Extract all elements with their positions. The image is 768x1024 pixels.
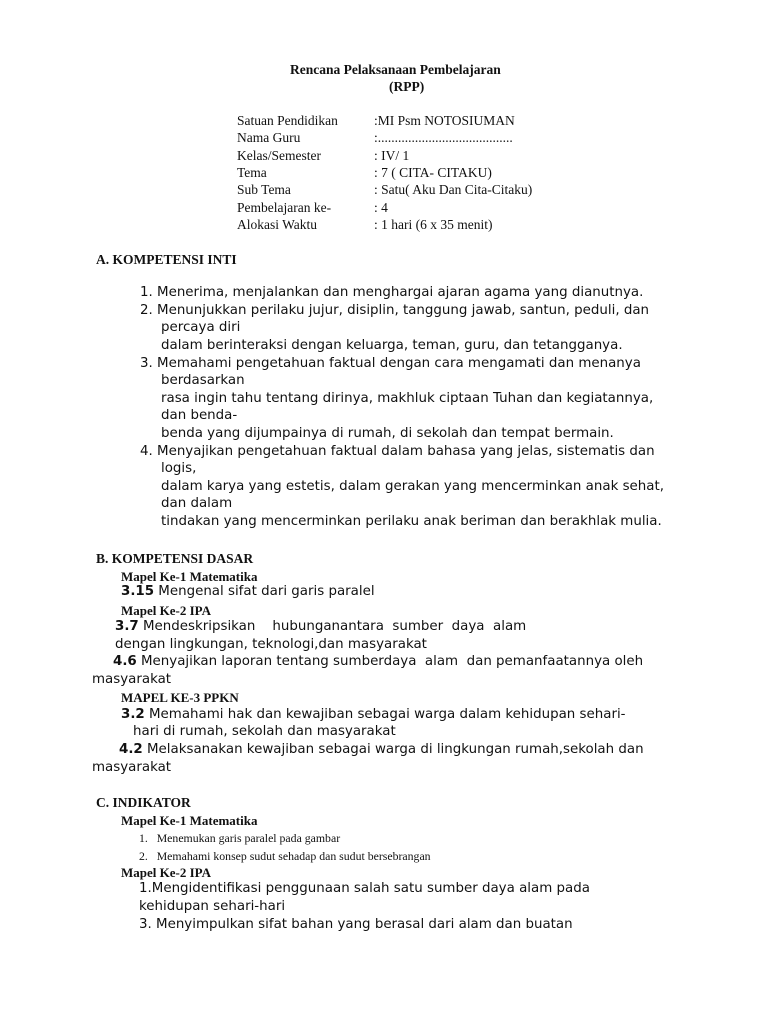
kd-text: Menyajikan laporan tentang sumberdaya alam dan pemanfaatannya oleh bbox=[136, 654, 644, 669]
list-item-continuation: logis, bbox=[161, 461, 197, 476]
indicator-item: 3. Menyimpulkan sifat bahan yang berasal dari alam dan buatan bbox=[139, 917, 573, 932]
identity-value: : 1 hari (6 x 35 menit) bbox=[374, 217, 493, 232]
kd-continuation: dengan lingkungan, teknologi,dan masyarakat bbox=[115, 637, 427, 652]
section-heading-kompetensi-dasar: B. KOMPETENSI DASAR bbox=[96, 551, 254, 566]
identity-value: :MI Psm NOTOSIUMAN bbox=[374, 113, 515, 128]
section-heading-kompetensi-inti: A. KOMPETENSI INTI bbox=[96, 252, 237, 267]
identity-label: Pembelajaran ke- bbox=[237, 200, 332, 215]
kd-number: 3.15 bbox=[121, 584, 155, 599]
list-item-continuation: dan benda- bbox=[161, 408, 238, 423]
kd-item bbox=[113, 654, 643, 669]
kd-item bbox=[121, 584, 375, 599]
list-item-continuation: dan dalam bbox=[161, 496, 233, 511]
identity-label: Kelas/Semester bbox=[237, 148, 321, 163]
identity-label: Sub Tema bbox=[237, 182, 291, 197]
identity-label: Nama Guru bbox=[237, 130, 301, 145]
section-heading-indikator: C. INDIKATOR bbox=[96, 795, 191, 810]
list-item-continuation: dalam berinteraksi dengan keluarga, teman, guru, dan tetangganya. bbox=[161, 338, 623, 353]
kd-item bbox=[115, 619, 526, 634]
kd-continuation: masyarakat bbox=[92, 760, 172, 775]
identity-value: : 4 bbox=[374, 200, 388, 215]
list-item-continuation: dalam karya yang estetis, dalam gerakan yang mencerminkan anak sehat, bbox=[161, 479, 664, 494]
indicator-item: 1. Menemukan garis paralel pada gambar bbox=[139, 831, 341, 845]
list-item-continuation: berdasarkan bbox=[161, 373, 245, 388]
doc-subtitle: (RPP) bbox=[389, 79, 425, 94]
mapel-heading-matematika: Mapel Ke-1 Matematika bbox=[121, 569, 258, 584]
mapel-heading-ipa: Mapel Ke-2 IPA bbox=[121, 865, 212, 880]
indicator-continuation: kehidupan sehari-hari bbox=[139, 899, 286, 914]
identity-value: : IV/ 1 bbox=[374, 148, 410, 163]
identity-value: : Satu( Aku Dan Cita-Citaku) bbox=[374, 182, 533, 197]
list-item-continuation: rasa ingin tahu tentang dirinya, makhluk ciptaan Tuhan dan kegiatannya, bbox=[161, 391, 654, 406]
kd-item bbox=[121, 707, 626, 722]
mapel-heading-matematika: Mapel Ke-1 Matematika bbox=[121, 813, 258, 828]
identity-value: : 7 ( CITA- CITAKU) bbox=[374, 165, 492, 180]
doc-title: Rencana Pelaksanaan Pembelajaran bbox=[290, 62, 501, 77]
kd-text: Mengenal sifat dari garis paralel bbox=[154, 584, 375, 599]
indicator-item: 1.Mengidentifikasi penggunaan salah satu sumber daya alam pada bbox=[139, 881, 590, 896]
kd-text: Melaksanakan kewajiban sebagai warga di lingkungan rumah,sekolah dan bbox=[142, 742, 644, 757]
kd-number: 3.2 bbox=[121, 707, 145, 722]
mapel-heading-ipa: Mapel Ke-2 IPA bbox=[121, 603, 212, 618]
list-item-continuation: tindakan yang mencerminkan perilaku anak beriman dan berakhlak mulia. bbox=[161, 514, 662, 529]
kd-text: Mendeskripsikan hubunganantara sumber daya alam bbox=[138, 619, 527, 634]
list-item-continuation: percaya diri bbox=[161, 320, 241, 335]
list-item: 3. Memahami pengetahuan faktual dengan cara mengamati dan menanya bbox=[140, 356, 641, 371]
identity-value: :........................................ bbox=[374, 130, 513, 145]
kd-continuation: masyarakat bbox=[92, 672, 172, 687]
kd-continuation: hari di rumah, sekolah dan masyarakat bbox=[133, 724, 396, 739]
mapel-heading-ppkn: MAPEL KE-3 PPKN bbox=[121, 690, 239, 705]
identity-label: Satuan Pendidikan bbox=[237, 113, 338, 128]
kd-text: Memahami hak dan kewajiban sebagai warga dalam kehidupan sehari- bbox=[144, 707, 626, 722]
kd-number: 4.2 bbox=[119, 742, 143, 757]
list-item: 2. Menunjukkan perilaku jujur, disiplin, tanggung jawab, santun, peduli, dan bbox=[140, 303, 650, 318]
kd-number: 3.7 bbox=[115, 619, 139, 634]
kd-number: 4.6 bbox=[113, 654, 137, 669]
indicator-item: 2. Memahami konsep sudut sehadap dan sudut bersebrangan bbox=[139, 849, 431, 863]
identity-label: Tema bbox=[237, 165, 267, 180]
identity-label: Alokasi Waktu bbox=[237, 217, 318, 232]
list-item: 1. Menerima, menjalankan dan menghargai ajaran agama yang dianutnya. bbox=[140, 285, 644, 300]
list-item-continuation: benda yang dijumpainya di rumah, di sekolah dan tempat bermain. bbox=[161, 426, 614, 441]
kd-item bbox=[119, 742, 644, 757]
list-item: 4. Menyajikan pengetahuan faktual dalam bahasa yang jelas, sistematis dan bbox=[140, 444, 655, 459]
